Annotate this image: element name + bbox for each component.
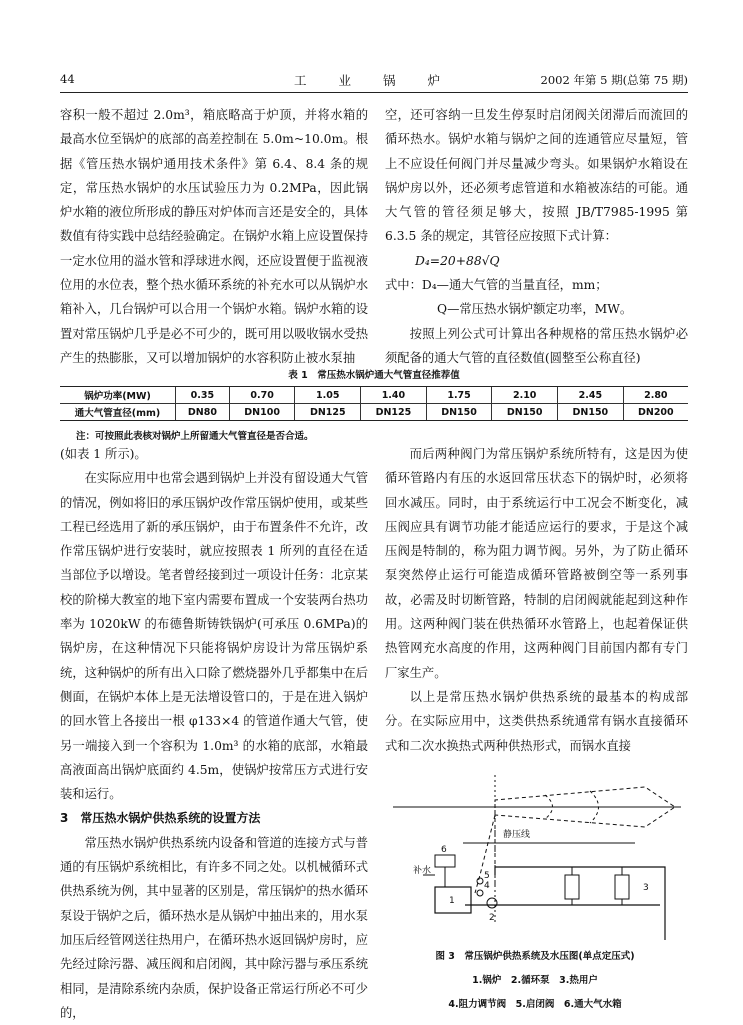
formula: D₄=20+88√Q	[415, 253, 500, 268]
table-note: 注：可按照此表核对锅炉上所留通大气管直径是否合适。	[76, 431, 314, 442]
table-cell: DN80	[176, 404, 230, 421]
vent-tank	[435, 855, 455, 867]
table-cell: 1.75	[426, 387, 492, 404]
label-4: 4	[484, 881, 490, 891]
paragraph: 容积一般不超过 2.0m³，箱底略高于炉顶，并将水箱的最高水位至锅炉的底部的高差控制在 5.0m~10.0m。根据《管压热水锅炉通用技术条件》第 6.4、8.4 条的规定，常压热水锅炉的水压试验压力为 0.2MPa，因此锅炉水箱的液位所形成的静压对炉体而言还是安全的，具体数值有待实践中总结经验确定。在锅炉水箱上应设置保持一定水位用的溢水管和浮球进水阀，还应设置便于监视液位用的水位表，整个热水循环系统的补充水可以从锅炉水箱补入，几台锅炉可以合用一个锅炉水箱。锅炉水箱的设置对常压锅炉几乎是必不可少的，既可用以吸收锅水受热产生的热膨胀，又可以增加锅炉的水容积防止被水泵抽	[60, 108, 368, 365]
paragraph: 在实际应用中也常会遇到锅炉上并没有留设通大气管的情况，例如将旧的承压锅炉改作常压锅炉使用，或某些工程已经选用了新的承压锅炉，由于布置条件不允许，改作常压锅炉进行安装时，就应按照表 1 所列的直径在适当部位予以增设。笔者曾经接到过一项设计任务：北京某校的阶梯大教室的地下室内需要布置成一个安装两台热功率为 1020kW 的布德鲁斯铸铁锅炉(可承压 0.6MPa)的锅炉房，在这种情况下只能将锅炉房设计为常压锅炉系统，这种锅炉的所有出入口除了燃烧器外几乎都集中在后侧面，在锅炉本体上是无法增设管口的，于是在进入锅炉的回水管上各接出一根 φ133×4 的管道作通大气管，使另一端接入到一个容积为 1.0m³ 的水箱的底部，水箱最高液面高出锅炉底面约 4.5m，使锅炉按常压方式进行安装和运行。	[60, 471, 368, 802]
right-column-top	[385, 103, 688, 370]
paragraph: 以上是常压热水锅炉供热系统的最基本的构成部分。在实际应用中，这类供热系统通常有锅水直接循环式和二次水换热式两种供热形式，而锅水直接	[385, 689, 688, 753]
table-cell: 0.35	[176, 387, 230, 404]
heat-user	[565, 875, 579, 899]
journal-title: 工 业 锅 炉	[294, 73, 454, 88]
table-cell: 2.45	[558, 387, 624, 404]
page-header	[60, 70, 688, 93]
label-1: 1	[449, 896, 455, 906]
table-cell: DN150	[558, 404, 624, 421]
table-cell: 1.40	[361, 387, 427, 404]
circulation-pump	[487, 898, 497, 908]
table-row	[60, 387, 688, 404]
table-cell: DN125	[361, 404, 427, 421]
formula-definition: Q—常压热水锅炉额定功率，MW。	[437, 302, 633, 317]
regulating-valve	[477, 890, 483, 896]
label-makeup: 补水	[413, 866, 432, 876]
paragraph: 而后两种阀门为常压锅炉系统所特有，这是因为使循环管路内有压的水返回常压状态下的锅炉时，必须将回水减压。同时，由于系统运行中工况会不断变化，减压阀应具有调节功能才能适应运行的要求，于是这个减压阀是特制的，称为阻力调节阀。另外，为了防止循环泵突然停止运行可能造成循环管路被倒空等一系列事故，必需及时切断管路，特制的启闭阀就能起到这种作用。这两种阀门装在供热循环水管路上，也起着保证供热管网充水高度的作用，这两种阀门目前国内都有专门厂家生产。	[385, 447, 688, 680]
table-cell: 1.05	[295, 387, 361, 404]
table-cell: 2.80	[623, 387, 688, 404]
figure-legend: 1.锅炉 2.循环泵 3.热用户	[472, 975, 598, 986]
paragraph: 按照上列公式可计算出各种规格的常压热水锅炉必须配备的通大气管的直径数值(圆整至公称直径)	[385, 326, 688, 365]
table-cell: DN125	[295, 404, 361, 421]
section-heading: 3 常压热水锅炉供热系统的设置方法	[60, 811, 261, 826]
formula-definition: 式中：D₄—通大气管的当量直径，mm；	[385, 278, 608, 293]
label-2: 2	[489, 913, 495, 923]
paragraph: 常压热水锅炉供热系统内设备和管道的连接方式与普通的有压锅炉系统相比，有许多不同之处。以机械循环式供热系统为例，其中显著的区别是，常压锅炉的热水循环泵设于锅炉之后，循环热水是从锅炉中抽出来的，用水泵加压后经管网送往热用户，在循环热水返回锅炉房时，应先经过除污器、减压阀和启闭阀，其中除污器与承压系统相同，是清除系统内杂质，保护设备正常运行所必不可少的，	[60, 835, 368, 1020]
label-3: 3	[643, 883, 649, 893]
figure-caption: 图 3 常压锅炉供热系统及水压图(单点定压式)	[435, 951, 635, 962]
label-static-line: 静压线	[503, 830, 531, 840]
diameter-table	[60, 386, 688, 421]
issue-info: 2002 年第 5 期(总第 75 期)	[540, 73, 688, 87]
table-cell: DN100	[229, 404, 295, 421]
table-row	[60, 404, 688, 421]
table-caption: 表 1 常压热水锅炉通大气管直径推荐值	[288, 370, 460, 381]
label-6: 6	[441, 845, 447, 855]
left-column-bottom	[60, 442, 368, 1025]
table-cell: DN150	[426, 404, 492, 421]
shutoff-valve	[477, 878, 483, 884]
paragraph: 空，还可容纳一旦发生停泵时启闭阀关闭滞后而流回的循环热水。锅炉水箱与锅炉之间的连通管应尽量短，管上不应设任何阀门并尽量减少弯头。如果锅炉水箱设在锅炉房以外，还必须考虑管道和水箱被冻结的可能。通大气管的管径须足够大，按照 JB/T7985-1995 第 6.3.5 条的规定，其管径应按照下式计算：	[385, 108, 688, 244]
row-header: 通大气管直径(mm)	[60, 404, 176, 421]
table-cell: 0.70	[229, 387, 295, 404]
figure-legend: 4.阻力调节阀 5.启闭阀 6.通大气水箱	[448, 999, 622, 1010]
hydraulic-system-diagram	[385, 775, 685, 940]
right-column-bottom	[385, 442, 688, 758]
page-number: 44	[60, 72, 75, 86]
label-5: 5	[484, 871, 490, 881]
table-cell: DN150	[492, 404, 558, 421]
paragraph: (如表 1 所示)。	[60, 447, 147, 461]
table-cell: 2.10	[492, 387, 558, 404]
left-column-top	[60, 103, 368, 370]
heat-user	[615, 875, 629, 899]
row-header: 锅炉功率(MW)	[60, 387, 176, 404]
table-cell: DN200	[623, 404, 688, 421]
supply-pipe	[495, 867, 665, 940]
